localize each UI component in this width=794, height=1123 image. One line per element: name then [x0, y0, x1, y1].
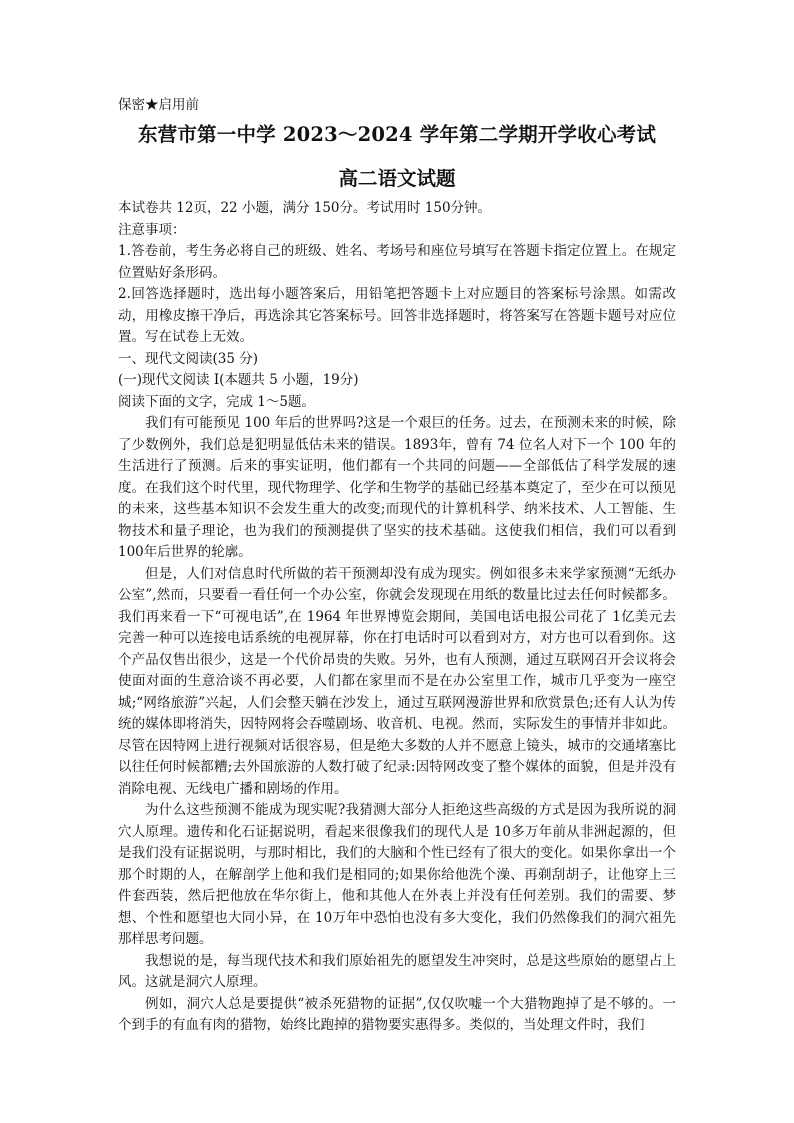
section-subheading: (一)现代文阅读 I(本题共 5 小题，19分): [118, 372, 359, 388]
notice-title: 注意事项：: [118, 221, 186, 238]
exam-page: [118, 96, 676, 1037]
passage-paragraph-4: 我想说的是，每当现代技术和我们原始祖先的愿望发生冲突时，总是这些原始的愿望占上风。这就是洞穴人原理。: [118, 952, 676, 990]
exam-title: 东营市第一中学 2023～2024 学年第二学期开学收心考试: [137, 123, 657, 146]
passage-paragraph-1: 我们有可能预见 100 年后的世界吗?这是一个艰巨的任务。过去，在预测未来的时候，除了少数例外，我们总是犯明显低估未来的错误。1893年，曾有 74 位名人对下一个 100 年的生活进行了预测。后来的事实证明，他们都有一个共同的问题——全部低估了科学发展的速度。在我们这个时代里，现代物理学、化学和生物学的基础已经基本奠定了，至少在可以预见的未来，这些基本知识不会发生重大的改变;而现代的计算机科学、纳米技术、人工智能、生物技术和量子理论，也为我们的预测提供了坚实的技术基础。这使我们相信，我们可以看到 100年后世界的轮廓。: [118, 415, 676, 560]
notice-item-1: 1.答卷前，考生务必将自己的班级、姓名、考场号和座位号填写在答题卡指定位置上。在规定位置贴好条形码。: [118, 243, 676, 281]
passage-paragraph-2: 但是，人们对信息时代所做的若干预测却没有成为现实。例如很多未来学家预测“无纸办公室”,然而，只要看一看任何一个办公室，你就会发现现在用纸的数量比过去任何时候都多。我们再来看一下“可视电话”,在 1964 年世界博览会期间，美国电话电报公司花了 1亿美元去完善一种可以连接电话系统的电视屏幕，你在打电话时可以看到对方，对方也可以看到你。这个产品仅售出很少，这是一个代价昂贵的失败。另外，也有人预测，通过互联网召开会议将会使面对面的生意洽谈不再必要，人们都在家里而不是在办公室里工作，城市几乎变为一座空城;“网络旅游”兴起，人们会整天躺在沙发上，通过互联网漫游世界和欣赏景色;还有人认为传统的媒体即将消失，因特网将会吞噬剧场、收音机、电视。然而，实际发生的事情并非如此。尽管在因特网上进行视频对话很容易，但是绝大多数的人并不愿意上镜头，城市的交通堵塞比以往任何时候都糟;去外国旅游的人数打破了纪录:因特网改变了整个媒体的面貌，但是并没有消除电视、无线电广播和剧场的作用。: [118, 565, 676, 797]
reading-prompt: 阅读下面的文字，完成 1～5题。: [118, 393, 315, 410]
confidential-label: 保密★启用前: [118, 97, 199, 113]
passage-paragraph-5: 例如，洞穴人总是要提供“被杀死猎物的证据”,仅仅吹嘘一个大猎物跑掉了是不够的。一个到手的有血有肉的猎物，始终比跑掉的猎物要实惠得多。类似的，当处理文件时，我们: [118, 995, 676, 1033]
exam-subtitle: 高二语文试题: [338, 167, 456, 190]
notice-item-2: 2.回答选择题时，选出每小题答案后，用铅笔把答题卡上对应题目的答案标号涂黑。如需改动，用橡皮擦干净后，再选涂其它答案标号。回答非选择题时，将答案写在答题卡题号对应位置。写在试卷上无效。: [118, 286, 676, 345]
section-heading: 一、现代文阅读(35 分): [118, 350, 259, 367]
exam-summary: 本试卷共 12页，22 小题，满分 150分。考试用时 150分钟。: [118, 200, 492, 216]
passage-paragraph-3: 为什么这些预测不能成为现实呢?我猜测大部分人拒绝这些高级的方式是因为我所说的洞穴人原理。遗传和化石证据说明，看起来很像我们的现代人是 10多万年前从非洲起源的，但是我们没有证据说明，与那时相比，我们的大脑和个性已经有了很大的变化。如果你拿出一个那个时期的人，在解剖学上他和我们是相同的;如果你给他洗个澡、再剃刮胡子，让他穿上三件套西装，然后把他放在华尔街上，他和其他人在外表上并没有任何差别。我们的需要、梦想、个性和愿望也大同小异，在 10万年中恐怕也没有多大变化，我们仍然像我们的洞穴祖先那样思考问题。: [118, 802, 676, 947]
